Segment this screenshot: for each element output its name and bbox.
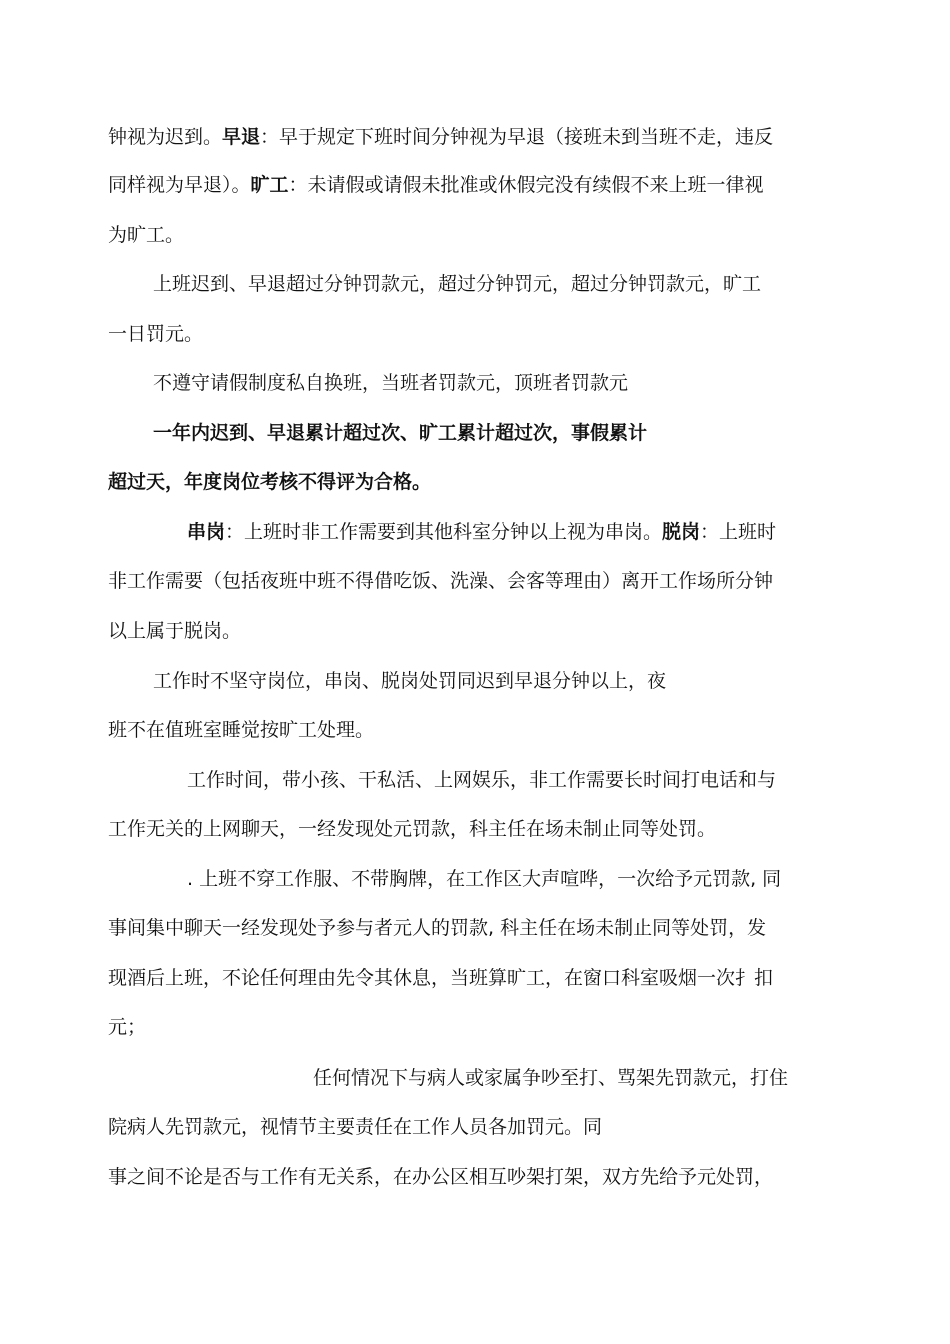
text-segment: 以上属于脱岗。 — [108, 620, 242, 642]
text-line — [108, 1015, 146, 1039]
text-line — [153, 371, 628, 395]
text-line — [108, 125, 773, 149]
text-segment: . 上班不穿工作服、不带胸牌，在工作区大声喧哗，一次给予元罚款, 同 — [187, 868, 782, 890]
text-segment: 班不在值班室睡觉按旷工处理。 — [108, 719, 375, 741]
text-segment: 工作无关的上网聊天，一经发现处元罚款，科主任在场未制止同等处罚。 — [108, 818, 717, 840]
bold-term: 脱岗 — [662, 521, 701, 543]
bold-term: 一年内迟到、早退累计超过次、旷工累计超过次，事假累计 — [153, 422, 648, 444]
text-segment: 院病人先罚款元，视情节主要责任在工作人员各加罚元。同 — [108, 1116, 603, 1138]
text-line — [108, 619, 241, 643]
text-line — [108, 223, 184, 247]
text-segment: 非工作需要（包括夜班中班不得借吃饭、洗澡、会客等理由）离开工作场所分钟 — [108, 570, 774, 592]
text-segment: 同样视为早退）。 — [108, 174, 251, 196]
text-segment: 任何情况下与病人或家属争吵至打、骂架先罚款元，打住 — [313, 1067, 789, 1089]
text-line — [153, 272, 761, 296]
text-segment: 工作时间，带小孩、干私活、上网娱乐，非工作需要长时间打电话和与 — [187, 769, 777, 791]
text-segment: 不遵守请假制度私自换班，当班者罚款元，顶班者罚款元 — [153, 372, 629, 394]
text-line — [108, 718, 374, 742]
text-line — [108, 470, 431, 494]
text-line — [108, 817, 716, 841]
bold-term: 超过天，年度岗位考核不得评为合格。 — [108, 471, 432, 493]
text-line — [108, 569, 773, 593]
bold-term: 旷工 — [250, 174, 289, 196]
text-segment: ：未请假或请假未批准或休假完没有续假不来上班一律视 — [288, 174, 764, 196]
text-segment: 事之间不论是否与工作有无关系，在办公区相互吵架打架，双方先给予元处罚， — [108, 1166, 774, 1188]
bold-term: 早退 — [222, 126, 261, 148]
text-segment: ：早于规定下班时间分钟视为早退（接班未到当班不走，违反 — [260, 126, 774, 148]
text-line — [313, 1066, 788, 1090]
text-line — [187, 520, 776, 544]
text-segment: 事间集中聊天一经发现处予参与者元人的罚款, 科主任在场未制止同等处罚，发 — [108, 917, 767, 939]
text-line — [187, 867, 781, 891]
text-segment: 为旷工。 — [108, 224, 185, 246]
text-line — [108, 916, 766, 940]
text-segment: 现酒后上班，不论任何理由先令其休息，当班算旷工，在窗口科室吸烟一次扌扣 — [108, 967, 774, 989]
text-line — [187, 768, 776, 792]
text-segment: 元； — [108, 1016, 147, 1038]
text-segment: 上班迟到、早退超过分钟罚款元，超过分钟罚元，超过分钟罚款元，旷工 — [153, 273, 762, 295]
text-line — [153, 421, 647, 445]
text-segment: 工作时不坚守岗位，串岗、脱岗处罚同迟到早退分钟以上，夜 — [153, 670, 667, 692]
text-line — [108, 966, 773, 990]
bold-term: 串岗 — [187, 521, 226, 543]
text-line — [108, 173, 764, 197]
text-segment: ：上班时非工作需要到其他科室分钟以上视为串岗。 — [225, 521, 663, 543]
text-segment: 钟视为迟到。 — [108, 126, 223, 148]
text-line — [153, 669, 666, 693]
text-segment: ：上班时 — [700, 521, 777, 543]
text-line — [108, 322, 203, 346]
text-line — [108, 1115, 602, 1139]
text-segment: 一日罚元。 — [108, 323, 204, 345]
text-line — [108, 1165, 773, 1189]
